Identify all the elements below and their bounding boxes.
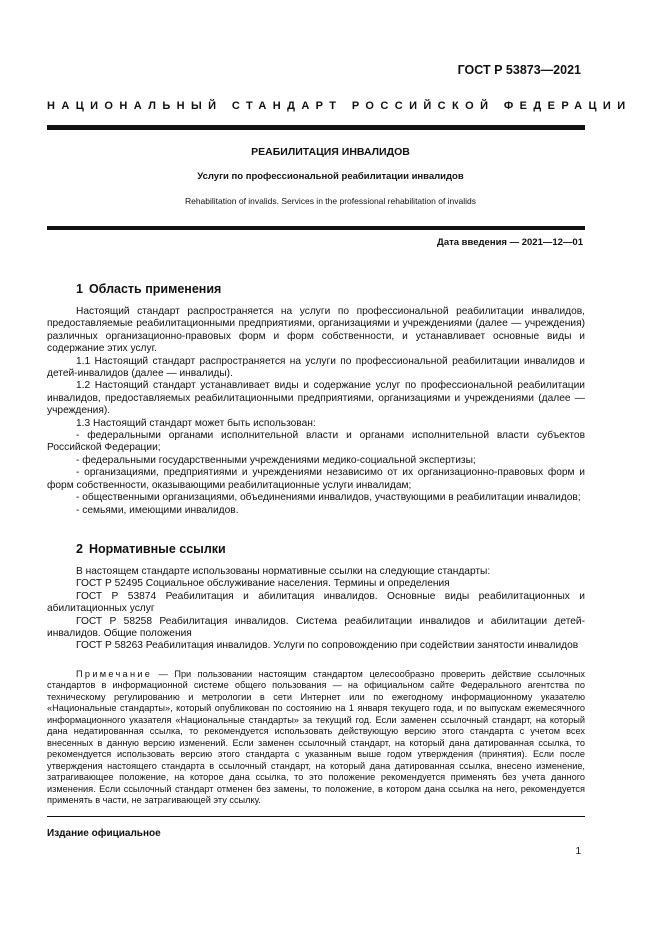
standard-number: ГОСТ Р 53873—2021 [457,63,581,77]
footer-rule [47,816,585,817]
note-text: — При пользовании настоящим стандартом целесообразно проверить действие ссылочных стандартов в информационной системе общего пользования — на официальном сайте Федерального агентства по техническому регулированию и метрологии в сети Интернет или по ежегодному информационному указателю «Национальные стандарты», который опубликован по состоянию на 1 января текущего года, и по выпускам ежемесячного информационного указателя «Национальные стандарты» за текущий год. Если заменен ссылочный стандарт, на который дана недатированная ссылка, то рекомендуется использовать действующую версию этого стандарта с учетом всех внесенных в данную версию изменений. Если заменен ссылочный стандарт, на который дана датированная ссылка, то рекомендуется использовать версию этого стандарта с указанным выше годом утверждения (принятия). Если после утверждения настоящего стандарта в ссылочный стандарт, на который дана датированная ссылка, внесено изменение, затрагивающее положение, на которое дана ссылка, то это положение рекомендуется применять без учета данного изменения. Если ссылочный стандарт отменен без замены, то положение, в котором дана ссылка на него, рекомендуется применять в части, не затрагивающей эту ссылку. [47,669,585,805]
list-item: - федеральными государственными учреждениями медико-социальной экспертизы; [76,454,476,466]
paragraph: 1.2 Настоящий стандарт устанавливает виды и содержание услуг по профессиональной реабилитации инвалидов, предоставляемых реабилитационными предприятиями, организациями и учреждениями (далее — учреждения). [47,380,585,417]
introduction-date: Дата введения — 2021—12—01 [437,237,583,248]
section-2-number: 2 [76,542,83,556]
list-item: - организациями, предприятиями и учреждениями независимо от их организационно-правовых форм и форм собственности, оказывающими реабилитационные услуги инвалидам; [47,467,585,491]
section-1-title: Область применения [88,282,222,296]
document-subtitle: Услуги по профессиональной реабилитации инвалидов [197,171,464,182]
document-title: РЕАБИЛИТАЦИЯ ИНВАЛИДОВ [251,146,410,158]
list-item: - общественными организациями, объединениями инвалидов, участвующими в реабилитации инвалидов; [76,492,581,504]
reference-item: ГОСТ Р 58263 Реабилитация инвалидов. Услуги по сопровождению при содействии занятости инвалидов [76,640,579,652]
section-1-heading [76,282,227,296]
note-label: Примечание [76,669,153,679]
reference-item: ГОСТ Р 52495 Социальное обслуживание населения. Термины и определения [76,578,450,590]
note-paragraph [47,669,585,806]
middle-rule [47,226,585,230]
note-block [47,669,585,806]
section-1-number: 1 [76,282,83,296]
reference-item: ГОСТ Р 58258 Реабилитация инвалидов. Система реабилитации инвалидов и абилитации детей-инвалидов. Общие положения [47,615,585,640]
paragraph: 1.1 Настоящий стандарт распространяется на услуги по профессиональной реабилитации инвалидов и детей-инвалидов (далее — инвалиды). [47,355,585,380]
page-number: 1 [575,846,581,857]
paragraph: В настоящем стандарте использованы нормативные ссылки на следующие стандарты: [76,566,491,577]
paragraph: 1.3 Настоящий стандарт может быть использован: [76,417,316,429]
english-title: Rehabilitation of invalids. Services in the professional rehabilitation of invalids [184,196,477,206]
national-standard-banner: НАЦИОНАЛЬНЫЙ СТАНДАРТ РОССИЙСКОЙ ФЕДЕРАЦИИ [47,100,632,112]
section-2-heading [76,542,232,556]
top-rule [47,125,585,130]
paragraph: Настоящий стандарт распространяется на услуги по профессиональной реабилитации инвалидов, предоставляемые реабилитационными предприятиями, организациями и учреждениями (далее — учреждения) различных организационно-правовых форм и форм собственности, и устанавливает основные виды и содержание этих услуг. [47,306,585,355]
official-edition-label: Издание официальное [47,828,161,839]
section-2-body [47,566,585,653]
section-2-title: Нормативные ссылки [88,542,226,556]
list-item: - семьями, имеющими инвалидов. [76,504,239,516]
list-item: - федеральными органами исполнительной власти и органами исполнительной власти субъектов Российской Федерации; [47,430,585,454]
reference-item: ГОСТ Р 53874 Реабилитация и абилитация инвалидов. Основные виды реабилитационных и абилитационных услуг [47,590,585,615]
section-1-body [47,306,585,517]
